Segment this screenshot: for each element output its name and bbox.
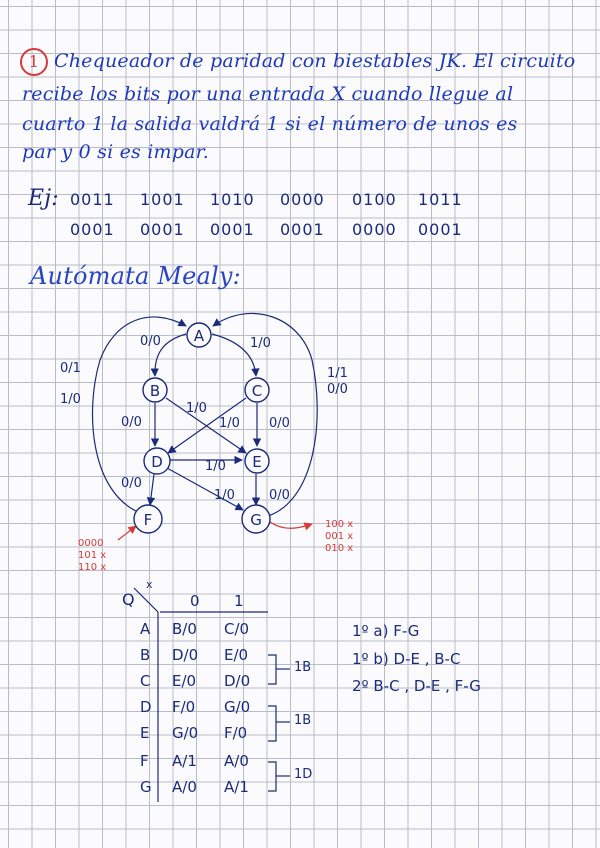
example-r1-1: 1001 (140, 190, 185, 209)
row-c-c0: E/0 (172, 672, 197, 690)
label-df: 0/0 (121, 476, 142, 491)
label-eg: 0/0 (269, 488, 290, 503)
row-e-c1: F/0 (224, 724, 248, 742)
example-r2-0: 0001 (70, 220, 115, 239)
label-be: 1/0 (186, 401, 207, 416)
label-ga-1: 1/1 (327, 366, 348, 381)
state-e-label: E (252, 453, 262, 471)
row-e-state: E (140, 724, 150, 742)
row-a-state: A (140, 620, 151, 638)
row-g-c0: A/0 (172, 778, 197, 796)
row-f-c1: A/0 (224, 752, 249, 770)
row-b-c0: D/0 (172, 646, 199, 664)
problem-line-3: cuarto 1 la salida valdrá 1 si el número de unos es (22, 113, 518, 135)
example-r2-3: 0001 (280, 220, 325, 239)
example-r2-1: 0001 (140, 220, 185, 239)
label-bd: 0/0 (121, 415, 142, 430)
example-r1-2: 1010 (210, 190, 255, 209)
example-r1-5: 1011 (418, 190, 463, 209)
row-f-c0: A/1 (172, 752, 197, 770)
problem-number: 1 (20, 48, 48, 76)
row-b-state: B (140, 646, 151, 664)
example-r2-4: 0000 (352, 220, 397, 239)
problem-line-2: recibe los bits por una entrada X cuando llegue al (22, 83, 514, 105)
g-annot-3: 010 x (325, 543, 354, 554)
table-corner-state: Q (122, 590, 135, 609)
state-d-label: D (151, 453, 163, 471)
f-annot-3: 110 x (78, 562, 107, 573)
problem-line-4: par y 0 si es impar. (22, 141, 210, 163)
problem-text-1: Chequeador de paridad con biestables JK. El circuito (54, 50, 576, 72)
label-ac: 1/0 (250, 336, 271, 351)
g-annot-2: 001 x (325, 531, 354, 542)
example-r2-2: 0001 (210, 220, 255, 239)
row-a-c1: C/0 (224, 620, 250, 638)
row-a-c0: B/0 (172, 620, 197, 638)
row-g-state: G (140, 778, 152, 796)
label-ga-2: 0/0 (327, 382, 348, 397)
row-g-c1: A/1 (224, 778, 249, 796)
label-de: 1/0 (205, 459, 226, 474)
automaton-title: Autómata Mealy: (30, 262, 241, 290)
example-label: Ej: (28, 186, 59, 211)
g-annot-1: 100 x (325, 519, 354, 530)
note-1: 1º a) F-G (352, 622, 420, 640)
state-c-label: C (251, 382, 263, 400)
row-d-c1: G/0 (224, 698, 251, 716)
row-e-c0: G/0 (172, 724, 199, 742)
bracket-label-1: 1B (294, 660, 312, 675)
label-dg: 1/0 (214, 488, 235, 503)
state-a-label: A (193, 327, 205, 345)
label-fa-2: 1/0 (60, 392, 81, 407)
row-c-c1: D/0 (224, 672, 251, 690)
f-annot-2: 101 x (78, 550, 107, 561)
state-g-label: G (250, 511, 262, 529)
bracket-label-3: 1D (294, 767, 313, 782)
row-c-state: C (140, 672, 151, 690)
label-ab: 0/0 (140, 334, 161, 349)
example-r2-5: 0001 (418, 220, 463, 239)
note-3: 2º B-C , D-E , F-G (352, 677, 481, 695)
table-header-0: 0 (190, 592, 200, 610)
row-b-c1: E/0 (224, 646, 249, 664)
f-annot-1: 0000 (78, 538, 104, 549)
row-d-c0: F/0 (172, 698, 196, 716)
row-f-state: F (140, 752, 149, 770)
note-2: 1º b) D-E , B-C (352, 650, 461, 668)
label-fa-1: 0/1 (60, 361, 81, 376)
example-r1-0: 0011 (70, 190, 115, 209)
state-f-label: F (143, 511, 153, 529)
example-r1-4: 0100 (352, 190, 397, 209)
table-corner-input: x (146, 578, 153, 591)
label-ce: 0/0 (269, 416, 290, 431)
row-d-state: D (140, 698, 152, 716)
label-cd: 1/0 (219, 416, 240, 431)
table-header-1: 1 (234, 592, 244, 610)
example-r1-3: 0000 (280, 190, 325, 209)
bracket-label-2: 1B (294, 713, 312, 728)
state-b-label: B (149, 382, 161, 400)
